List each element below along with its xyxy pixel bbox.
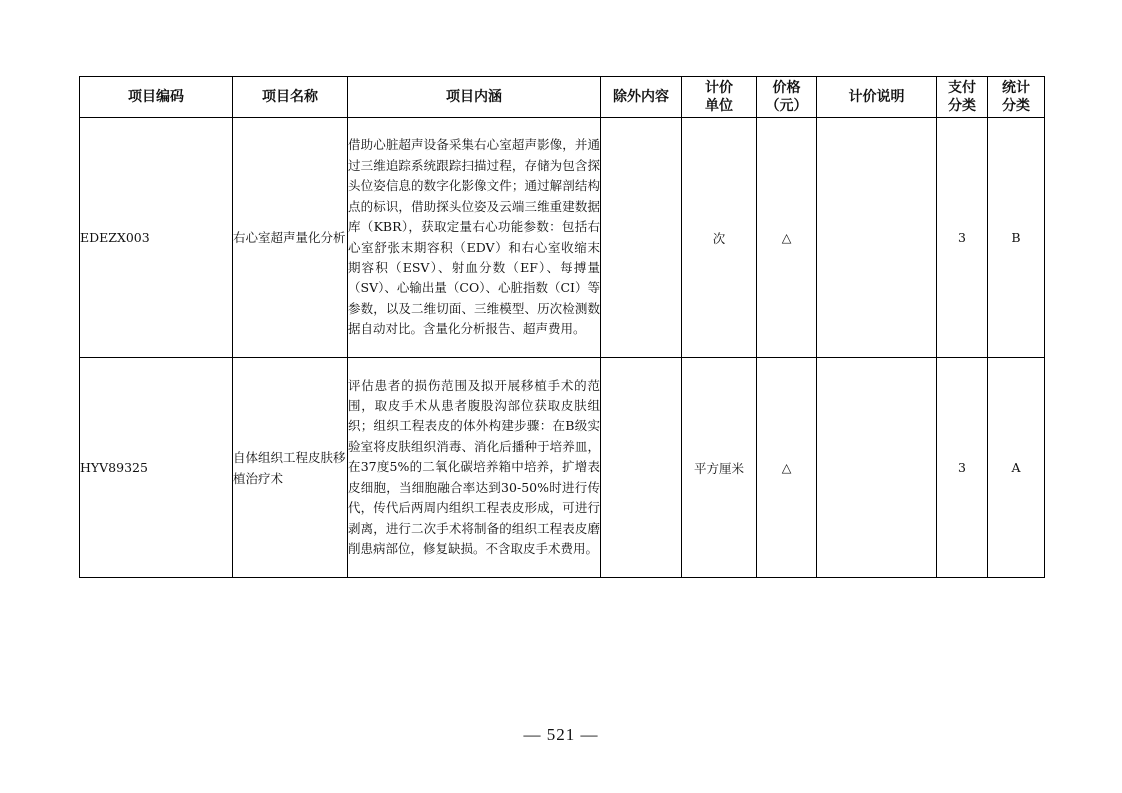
cell-pricing-note xyxy=(817,358,937,578)
header-content: 项目内涵 xyxy=(348,77,601,118)
pricing-table xyxy=(79,76,1045,578)
cell-exclusions xyxy=(601,358,682,578)
cell-price: △ xyxy=(757,358,817,578)
cell-code: HYV89325 xyxy=(80,358,233,578)
cell-stat-category: A xyxy=(988,358,1045,578)
table-row xyxy=(80,358,1045,578)
header-payment-category: 支付 分类 xyxy=(937,77,988,118)
header-stat-category: 统计 分类 xyxy=(988,77,1045,118)
cell-code: EDEZX003 xyxy=(80,118,233,358)
cell-pricing-note xyxy=(817,118,937,358)
header-name: 项目名称 xyxy=(233,77,348,118)
header-unit: 计价 单位 xyxy=(682,77,757,118)
cell-name: 右心室超声量化分析 xyxy=(233,118,348,358)
cell-exclusions xyxy=(601,118,682,358)
table-row xyxy=(80,118,1045,358)
cell-content: 评估患者的损伤范围及拟开展移植手术的范围，取皮手术从患者腹股沟部位获取皮肤组织；组织工程表皮的体外构建步骤：在B级实验室将皮肤组织消毒、消化后播种于培养皿，在37度5%的二氧化碳培养箱中培养，扩增表皮细胞，当细胞融合率达到30-50%时进行传代，传代后两周内组织工程表皮形成，可进行剥离，进行二次手术将制备的组织工程表皮磨削患病部位，修复缺损。不含取皮手术费用。 xyxy=(348,358,601,578)
page-number: — 521 — xyxy=(523,725,599,744)
cell-name: 自体组织工程皮肤移植治疗术 xyxy=(233,358,348,578)
table-header-row xyxy=(80,77,1045,118)
cell-stat-category: B xyxy=(988,118,1045,358)
cell-payment-category: 3 xyxy=(937,358,988,578)
header-price: 价格 （元） xyxy=(757,77,817,118)
header-exclusions: 除外内容 xyxy=(601,77,682,118)
cell-unit: 次 xyxy=(682,118,757,358)
cell-unit: 平方厘米 xyxy=(682,358,757,578)
header-code: 项目编码 xyxy=(80,77,233,118)
cell-content: 借助心脏超声设备采集右心室超声影像，并通过三维追踪系统跟踪扫描过程，存储为包含探头位姿信息的数字化影像文件；通过解剖结构点的标识，借助探头位姿及云端三维重建数据库（KBR），获取定量右心功能参数：包括右心室舒张末期容积（EDV）和右心室收缩末期容积（ESV）、射血分数（EF）、每搏量（SV）、心输出量（CO）、心脏指数（CI）等参数，以及二维切面、三维模型、历次检测数据自动对比。含量化分析报告、超声费用。 xyxy=(348,118,601,358)
cell-price: △ xyxy=(757,118,817,358)
cell-payment-category: 3 xyxy=(937,118,988,358)
header-pricing-note: 计价说明 xyxy=(817,77,937,118)
